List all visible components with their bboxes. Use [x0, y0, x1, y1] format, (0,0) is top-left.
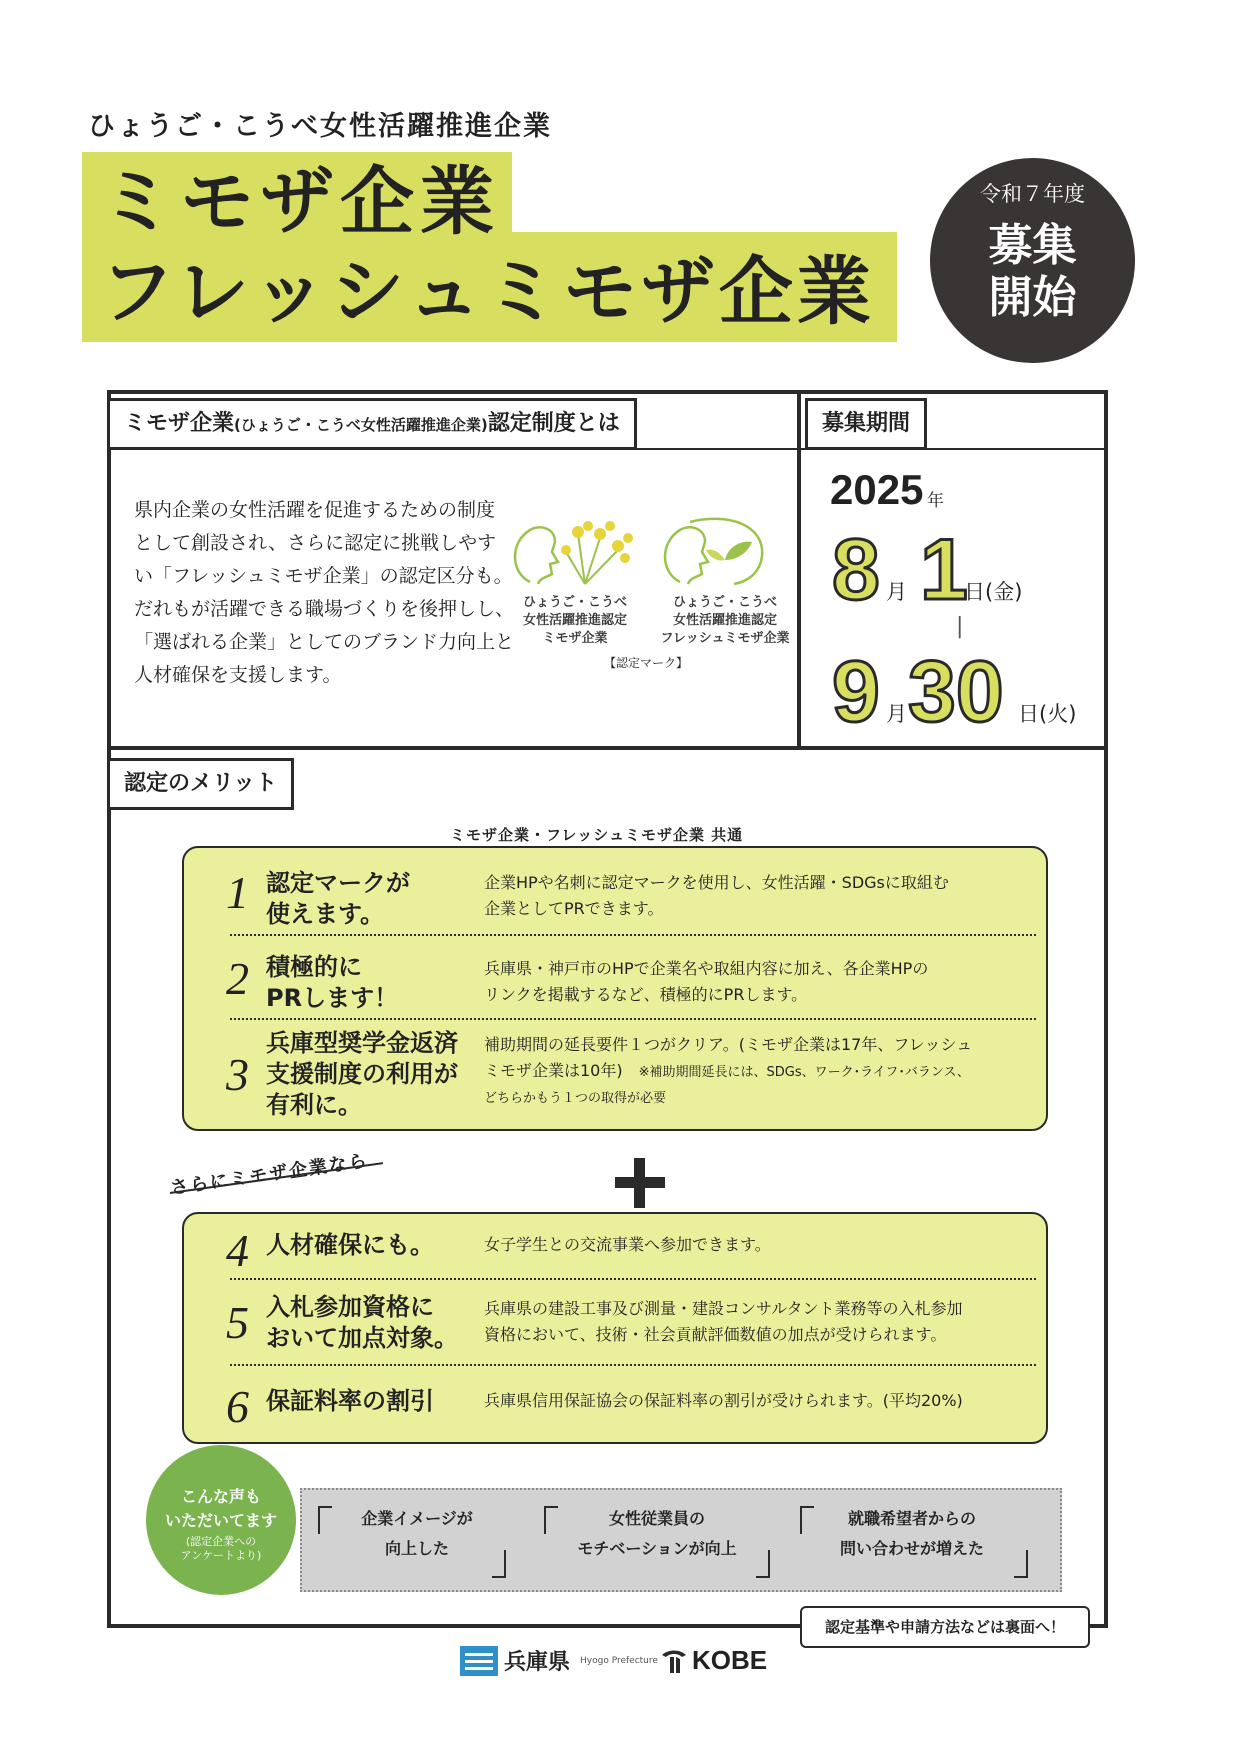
- benefit-title-line: 入札参加資格に: [266, 1293, 434, 1321]
- benefit-note: どちらかもう１つの取得が必要: [484, 1091, 667, 1106]
- benefit-title: [266, 952, 398, 1014]
- benefit-title-line: 使えます。: [266, 900, 385, 928]
- pref-name: 兵庫県: [504, 1650, 571, 1675]
- about-line: 県内企業の女性活躍を促進するための制度: [134, 499, 496, 521]
- benefit-desc-line: 補助期間の延長要件１つがクリア。(ミモザ企業は17年、フレッシュ: [484, 1035, 973, 1054]
- benefit-desc: [484, 1032, 972, 1112]
- period-year: 2025: [830, 466, 924, 513]
- badge-line1: 募集: [988, 220, 1077, 271]
- period-separator: |: [956, 614, 964, 639]
- benefit-desc: [484, 870, 949, 922]
- mimosa-logo-caption: [500, 594, 650, 648]
- voice-line: 問い合わせが増えた: [839, 1539, 984, 1558]
- benefit-row: [184, 1020, 1046, 1130]
- end-dow: 日(火): [1018, 702, 1077, 726]
- end-month-unit: 月: [886, 702, 907, 726]
- mimosa-logo-icon: [500, 512, 650, 590]
- benefit-desc-line: 兵庫県・神戸市のHPで企業名や取組内容に加え、各企業HPの: [484, 959, 929, 978]
- logo-note: 【認定マーク】: [604, 656, 689, 670]
- logo-caption-line: ひょうご・こうべ: [672, 595, 777, 610]
- benefit-number: 2: [226, 953, 249, 1004]
- fresh-mimosa-logo: [650, 512, 800, 648]
- benefit-desc-line: 資格において、技術・社会貢献評価数値の加点が受けられます。: [484, 1325, 947, 1344]
- start-dow: 日(金): [964, 580, 1023, 604]
- quote-open-icon: [800, 1506, 814, 1534]
- benefit-row: [184, 1366, 1046, 1436]
- logo-caption-line: 女性活躍推進認定: [672, 613, 777, 628]
- voices-panel: [300, 1488, 1062, 1592]
- benefit-desc-line: 企業としてPRできます。: [484, 899, 664, 918]
- voices-badge-sub: アンケートより): [180, 1549, 262, 1562]
- benefit-desc-line: リンクを掲載するなど、積極的にPRします。: [484, 985, 808, 1004]
- voices-badge-sub: (認定企業への: [185, 1535, 257, 1548]
- benefit-title: [266, 1028, 458, 1121]
- benefit-title-line: 積極的に: [266, 953, 362, 981]
- benefit-title-line: 認定マークが: [266, 869, 410, 897]
- benefit-row: [184, 1214, 1046, 1278]
- benefit-title-line: 支援制度の利用が: [266, 1060, 458, 1088]
- benefit-row: [184, 936, 1046, 1022]
- back-page-note: 認定基準や申請方法などは裏面へ！: [800, 1606, 1090, 1648]
- benefit-number: 5: [226, 1297, 249, 1348]
- benefit-number: 4: [226, 1225, 249, 1276]
- about-description: [134, 494, 514, 692]
- voice-item: [797, 1504, 1027, 1564]
- about-label-main: ミモザ企業: [124, 411, 235, 436]
- badge-line2: 開始: [988, 272, 1077, 323]
- benefit-number: 1: [226, 867, 249, 918]
- fresh-mimosa-logo-icon: [650, 512, 800, 590]
- voice-line: 就職希望者からの: [847, 1509, 976, 1528]
- end-month: 9: [832, 644, 880, 740]
- header-subtitle: ひょうご・こうべ女性活躍推進企業: [88, 111, 552, 142]
- quote-open-icon: [318, 1506, 332, 1534]
- kobe-name: KOBE: [692, 1645, 768, 1675]
- quote-close-icon: [492, 1550, 506, 1578]
- benefit-row: [184, 848, 1046, 934]
- benefit-row: [184, 1280, 1046, 1364]
- benefit-desc: 女子学生との交流事業へ参加できます。: [484, 1235, 771, 1254]
- logo-caption-line: 女性活躍推進認定: [522, 613, 627, 628]
- quote-open-icon: [544, 1506, 558, 1534]
- quote-close-icon: [756, 1550, 770, 1578]
- benefit-title-line: PRします！: [266, 984, 399, 1012]
- common-heading: ミモザ企業・フレッシュミモザ企業 共通: [450, 826, 744, 844]
- start-month-unit: 月: [886, 580, 907, 604]
- about-label: [107, 398, 637, 450]
- voice-item: [312, 1504, 522, 1564]
- logo-caption-line: ミモザ企業: [542, 631, 608, 646]
- pref-name-en: Hyogo Prefecture: [580, 1655, 658, 1666]
- about-line: だれもが活躍できる職場づくりを後押しし、: [134, 598, 515, 620]
- quote-close-icon: [1014, 1550, 1028, 1578]
- voice-line: 女性従業員の: [608, 1509, 705, 1528]
- merits-label: 認定のメリット: [107, 758, 294, 810]
- about-label-tail: 認定制度とは: [487, 411, 620, 436]
- hyogo-pref-logo: [460, 1645, 658, 1676]
- voice-item: [542, 1504, 772, 1564]
- plus-icon: [615, 1158, 665, 1208]
- benefit-title: 保証料率の割引: [266, 1387, 434, 1415]
- logo-caption-line: ひょうご・こうべ: [522, 595, 627, 610]
- about-line: い「フレッシュミモザ企業」の認定区分も。: [134, 565, 513, 587]
- period-label: 募集期間: [805, 398, 927, 450]
- benefit-title-line: おいて加点対象。: [266, 1324, 458, 1352]
- page-title-line1: ミモザ企業: [100, 159, 500, 245]
- more-heading: さらにミモザ企業なら: [168, 1150, 370, 1200]
- recruit-badge: [930, 158, 1135, 363]
- benefit-title-line: 有利に。: [266, 1091, 362, 1119]
- start-day: 1: [920, 522, 968, 618]
- common-benefits-box: [182, 846, 1048, 1131]
- benefit-number: 6: [226, 1381, 249, 1432]
- logo-caption-line: フレッシュミモザ企業: [660, 631, 790, 646]
- benefit-desc-line: 企業HPや名刺に認定マークを使用し、女性活躍・SDGsに取組む: [484, 873, 949, 892]
- benefit-number: 3: [226, 1049, 249, 1100]
- voices-badge: [146, 1445, 296, 1595]
- benefit-title-line: 兵庫型奨学金返済: [266, 1029, 458, 1057]
- about-line: 人材確保を支援します。: [134, 664, 342, 686]
- fresh-mimosa-logo-caption: [650, 594, 800, 648]
- voices-badge-line: いただいてます: [164, 1511, 277, 1530]
- section-divider: [107, 746, 1108, 750]
- kobe-emblem-icon: [660, 1647, 688, 1675]
- end-day: 30: [908, 644, 1004, 740]
- period-year-unit: 年: [927, 491, 944, 511]
- start-month: 8: [832, 522, 880, 618]
- voice-line: モチベーションが向上: [577, 1539, 737, 1558]
- hyogo-emblem-icon: [460, 1646, 498, 1676]
- mimosa-logo: [500, 512, 650, 648]
- benefit-title: [266, 868, 410, 930]
- about-label-paren: (ひょうご・こうべ女性活躍推進企業): [234, 416, 488, 434]
- badge-year: 令和７年度: [980, 182, 1085, 206]
- benefit-desc: 兵庫県信用保証協会の保証料率の割引が受けられます。(平均20%): [484, 1391, 963, 1410]
- about-line: 「選ばれる企業」としてのブランド力向上と: [134, 631, 515, 653]
- benefit-desc: [484, 956, 928, 1008]
- extra-benefits-box: [182, 1212, 1048, 1444]
- benefit-desc: [484, 1296, 963, 1348]
- benefit-title: [266, 1292, 458, 1354]
- kobe-logo: [660, 1645, 767, 1676]
- about-line: として創設され、さらに認定に挑戦しやす: [134, 532, 497, 554]
- page-title-line2: フレッシュミモザ企業: [100, 249, 875, 335]
- benefit-title: 人材確保にも。: [266, 1231, 434, 1259]
- voice-line: 向上した: [384, 1539, 449, 1558]
- voice-line: 企業イメージが: [361, 1509, 473, 1528]
- benefit-note: ※補助期間延長には、SDGs、ワーク･ライフ･バランス、: [638, 1065, 970, 1080]
- voices-badge-line: こんな声も: [180, 1487, 261, 1506]
- benefit-desc-line: 兵庫県の建設工事及び測量・建設コンサルタント業務等の入札参加: [484, 1299, 963, 1318]
- benefit-desc-line: ミモザ企業は10年): [484, 1061, 623, 1080]
